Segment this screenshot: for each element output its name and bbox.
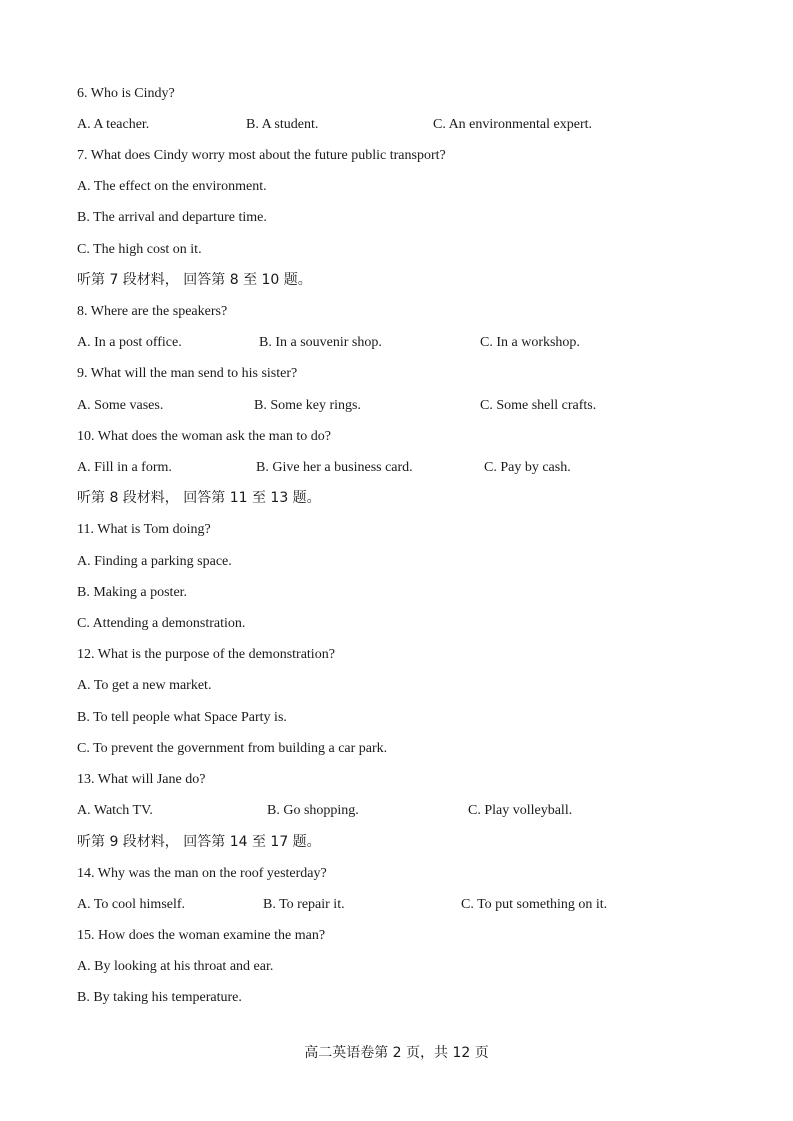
option-b: B. Making a poster. (77, 585, 188, 600)
option-b: B. Give her a business card. (256, 460, 413, 475)
option-c: C. Some shell crafts. (480, 398, 597, 413)
option-a: A. The effect on the environment. (77, 179, 267, 194)
section-heading-8: 听第 8 段材料， 回答第 11 至 13 题。 (77, 490, 321, 506)
question-15: 15. How does the woman examine the man? (77, 928, 326, 943)
option-a: A. To get a new market. (77, 678, 212, 693)
option-a: A. In a post office. (77, 335, 182, 350)
section-heading-7: 听第 7 段材料， 回答第 8 至 10 题。 (77, 272, 312, 288)
option-a: A. Some vases. (77, 398, 164, 413)
option-b: B. Go shopping. (267, 803, 359, 818)
question-12: 12. What is the purpose of the demonstration? (77, 647, 335, 662)
question-6: 6. Who is Cindy? (77, 86, 175, 101)
option-c: C. To prevent the government from building a car park. (77, 741, 388, 756)
question-9: 9. What will the man send to his sister? (77, 366, 298, 381)
option-c: C. In a workshop. (480, 335, 580, 350)
option-a: A. A teacher. (77, 117, 150, 132)
page-footer: 高二英语卷第 2 页，共 12 页 (304, 1045, 489, 1061)
option-c: C. Pay by cash. (484, 460, 571, 475)
option-b: B. A student. (246, 117, 319, 132)
option-c: C. The high cost on it. (77, 242, 202, 257)
option-a: A. Watch TV. (77, 803, 153, 818)
option-b: B. The arrival and departure time. (77, 210, 267, 225)
option-b: B. To tell people what Space Party is. (77, 710, 287, 725)
question-8: 8. Where are the speakers? (77, 304, 228, 319)
option-a: A. Fill in a form. (77, 460, 172, 475)
question-10: 10. What does the woman ask the man to do? (77, 429, 332, 444)
question-13: 13. What will Jane do? (77, 772, 206, 787)
question-7: 7. What does Cindy worry most about the future public transport? (77, 148, 446, 163)
option-b: B. To repair it. (263, 897, 345, 912)
option-b: B. In a souvenir shop. (259, 335, 382, 350)
option-b: B. Some key rings. (254, 398, 361, 413)
option-c: C. To put something on it. (461, 897, 608, 912)
option-a: A. Finding a parking space. (77, 554, 232, 569)
option-c: C. Play volleyball. (468, 803, 573, 818)
option-a: A. By looking at his throat and ear. (77, 959, 274, 974)
question-11: 11. What is Tom doing? (77, 522, 211, 537)
option-c: C. Attending a demonstration. (77, 616, 246, 631)
option-c: C. An environmental expert. (433, 117, 593, 132)
option-b: B. By taking his temperature. (77, 990, 242, 1005)
section-heading-9: 听第 9 段材料， 回答第 14 至 17 题。 (77, 834, 321, 850)
option-a: A. To cool himself. (77, 897, 186, 912)
question-14: 14. Why was the man on the roof yesterday? (77, 866, 327, 881)
